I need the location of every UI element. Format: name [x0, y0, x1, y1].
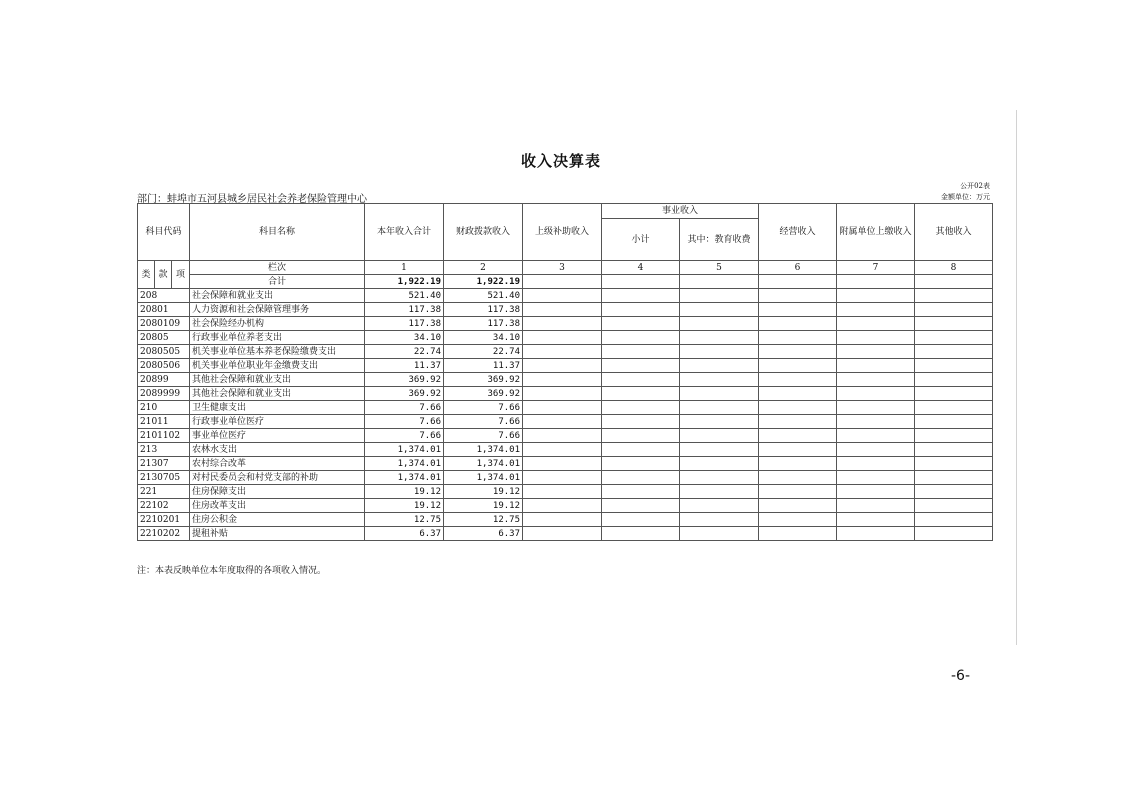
table-row [138, 457, 993, 471]
row-fiscal: 1,374.01 [444, 471, 523, 485]
table-row [138, 289, 993, 303]
header-business: 事业收入 [602, 204, 759, 219]
row-name: 社会保险经办机构 [190, 317, 365, 331]
row-code: 213 [138, 443, 190, 457]
row-code: 208 [138, 289, 190, 303]
row-fiscal: 117.38 [444, 303, 523, 317]
table-row [138, 331, 993, 345]
header-code: 科目代码 [138, 204, 190, 261]
row-fiscal: 6.37 [444, 527, 523, 541]
table-row [138, 415, 993, 429]
form-number: 公开02表 [960, 182, 990, 190]
table-row [138, 485, 993, 499]
income-table [137, 203, 993, 541]
page-number: -6- [951, 668, 971, 684]
row-code: 221 [138, 485, 190, 499]
row-name: 其他社会保障和就业支出 [190, 373, 365, 387]
header-subtotal: 小计 [602, 219, 680, 261]
table-row [138, 471, 993, 485]
row-code: 20899 [138, 373, 190, 387]
page-edge-line [1016, 110, 1017, 645]
table-row [138, 317, 993, 331]
row-total-income: 7.66 [365, 401, 444, 415]
row-name: 住房保障支出 [190, 485, 365, 499]
header-superior: 上级补助收入 [523, 204, 602, 261]
row-fiscal: 117.38 [444, 317, 523, 331]
row-total-income: 117.38 [365, 317, 444, 331]
row-fiscal: 34.10 [444, 331, 523, 345]
row-name: 事业单位医疗 [190, 429, 365, 443]
row-code: 21307 [138, 457, 190, 471]
table-row [138, 303, 993, 317]
row-fiscal: 12.75 [444, 513, 523, 527]
row-name: 机关事业单位基本养老保险缴费支出 [190, 345, 365, 359]
column-number-row [138, 261, 993, 275]
row-total-income: 1,374.01 [365, 457, 444, 471]
header-row-1 [138, 204, 993, 219]
row-total-income: 7.66 [365, 429, 444, 443]
total-label: 合计 [190, 275, 365, 289]
row-code: 2210202 [138, 527, 190, 541]
row-code: 2080505 [138, 345, 190, 359]
row-total-income: 369.92 [365, 387, 444, 401]
row-code: 2101102 [138, 429, 190, 443]
table-row [138, 443, 993, 457]
total-fiscal-value: 1,922.19 [444, 275, 523, 289]
header-affiliated: 附属单位上缴收入 [837, 204, 915, 261]
page-title: 收入决算表 [520, 152, 601, 170]
row-code: 2089999 [138, 387, 190, 401]
header-operating: 经营收入 [759, 204, 837, 261]
row-name: 农林水支出 [190, 443, 365, 457]
row-name: 住房公积金 [190, 513, 365, 527]
col-number-6: 6 [759, 261, 837, 275]
table-row [138, 345, 993, 359]
table-row [138, 373, 993, 387]
total-row [138, 275, 993, 289]
header-edu: 其中：教育收费 [680, 219, 759, 261]
row-code: 21011 [138, 415, 190, 429]
row-total-income: 19.12 [365, 485, 444, 499]
row-total-income: 521.40 [365, 289, 444, 303]
row-fiscal: 1,374.01 [444, 457, 523, 471]
row-code: 210 [138, 401, 190, 415]
row-fiscal: 369.92 [444, 387, 523, 401]
row-fiscal: 7.66 [444, 401, 523, 415]
col-number-2: 2 [444, 261, 523, 275]
row-code: 2130705 [138, 471, 190, 485]
header-xiang: 项 [172, 261, 190, 289]
row-fiscal: 521.40 [444, 289, 523, 303]
row-code: 20801 [138, 303, 190, 317]
row-name: 住房改革支出 [190, 499, 365, 513]
row-fiscal: 1,374.01 [444, 443, 523, 457]
row-code: 2080506 [138, 359, 190, 373]
row-total-income: 34.10 [365, 331, 444, 345]
header-name: 科目名称 [190, 204, 365, 261]
table-row [138, 429, 993, 443]
department-label: 部门：蚌埠市五河县城乡居民社会养老保险管理中心 [137, 194, 367, 205]
col-number-1: 1 [365, 261, 444, 275]
header-lanci: 栏次 [190, 261, 365, 275]
table-row [138, 359, 993, 373]
row-total-income: 22.74 [365, 345, 444, 359]
header-fiscal: 财政拨款收入 [444, 204, 523, 261]
row-code: 2080109 [138, 317, 190, 331]
row-name: 提租补贴 [190, 527, 365, 541]
row-total-income: 11.37 [365, 359, 444, 373]
row-fiscal: 11.37 [444, 359, 523, 373]
row-name: 行政事业单位养老支出 [190, 331, 365, 345]
table-row [138, 513, 993, 527]
row-fiscal: 7.66 [444, 429, 523, 443]
table-row [138, 387, 993, 401]
row-total-income: 1,374.01 [365, 443, 444, 457]
header-other: 其他收入 [915, 204, 993, 261]
col-number-8: 8 [915, 261, 993, 275]
col-number-5: 5 [680, 261, 759, 275]
row-name: 卫生健康支出 [190, 401, 365, 415]
header-kuan: 款 [155, 261, 172, 289]
table-row [138, 499, 993, 513]
col-number-7: 7 [837, 261, 915, 275]
table-note: 注：本表反映单位本年度取得的各项收入情况。 [137, 566, 327, 576]
header-lei: 类 [138, 261, 155, 289]
row-total-income: 6.37 [365, 527, 444, 541]
row-total-income: 1,374.01 [365, 471, 444, 485]
row-code: 20805 [138, 331, 190, 345]
row-name: 对村民委员会和村党支部的补助 [190, 471, 365, 485]
row-fiscal: 7.66 [444, 415, 523, 429]
table-row [138, 527, 993, 541]
row-code: 2210201 [138, 513, 190, 527]
row-name: 人力资源和社会保障管理事务 [190, 303, 365, 317]
row-total-income: 369.92 [365, 373, 444, 387]
row-fiscal: 19.12 [444, 499, 523, 513]
row-fiscal: 22.74 [444, 345, 523, 359]
col-number-4: 4 [602, 261, 680, 275]
row-name: 机关事业单位职业年金缴费支出 [190, 359, 365, 373]
row-total-income: 7.66 [365, 415, 444, 429]
row-name: 农村综合改革 [190, 457, 365, 471]
row-name: 社会保障和就业支出 [190, 289, 365, 303]
header-total-income: 本年收入合计 [365, 204, 444, 261]
amount-unit: 金额单位：万元 [941, 193, 990, 201]
row-fiscal: 19.12 [444, 485, 523, 499]
row-name: 其他社会保障和就业支出 [190, 387, 365, 401]
row-name: 行政事业单位医疗 [190, 415, 365, 429]
row-code: 22102 [138, 499, 190, 513]
row-total-income: 12.75 [365, 513, 444, 527]
row-fiscal: 369.92 [444, 373, 523, 387]
total-income-value: 1,922.19 [365, 275, 444, 289]
row-total-income: 19.12 [365, 499, 444, 513]
col-number-3: 3 [523, 261, 602, 275]
table-row [138, 401, 993, 415]
row-total-income: 117.38 [365, 303, 444, 317]
